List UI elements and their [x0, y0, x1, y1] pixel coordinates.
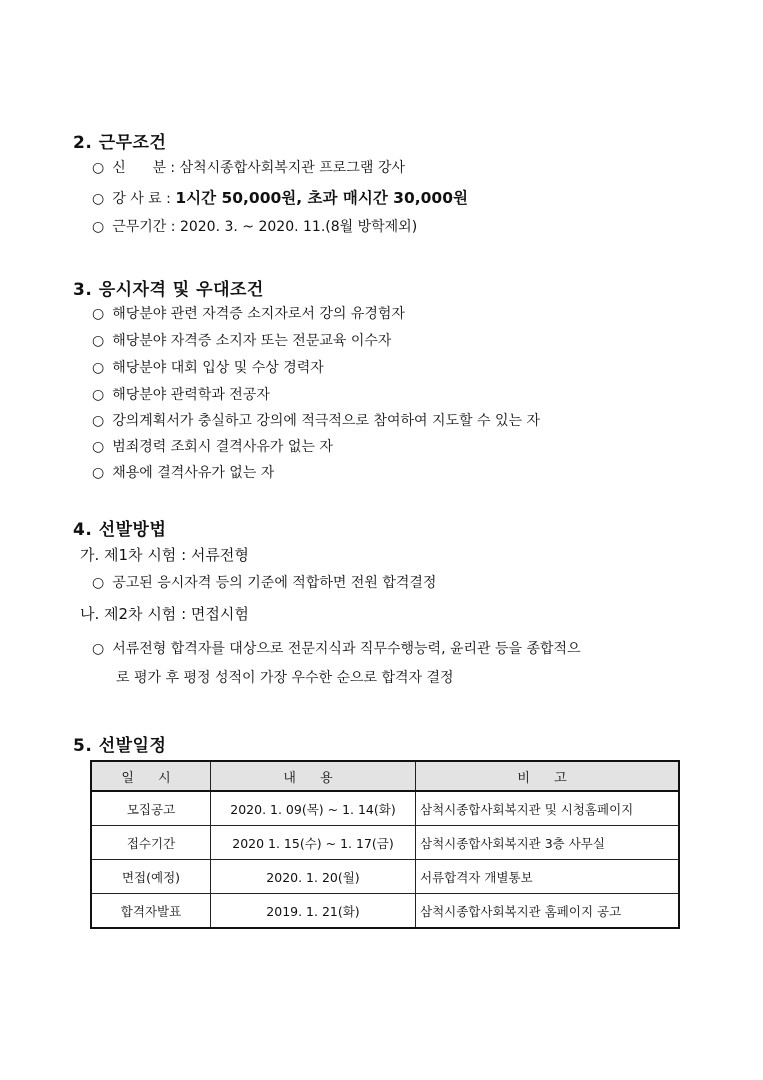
- table-header-row: [91, 761, 679, 791]
- column-header-date: 일 시: [91, 761, 211, 791]
- bullet-circle: ○: [92, 439, 105, 455]
- list-item-text: 해당분야 자격증 소지자 또는 전문교육 이수자: [112, 333, 392, 349]
- list-item-text: 해당분야 관련 자격증 소지자로서 강의 유경험자: [112, 306, 405, 322]
- exam1-title: 가. 제1차 시험 : 서류전형: [80, 546, 249, 564]
- exam2-title: 나. 제2차 시험 : 면접시험: [80, 605, 249, 623]
- item-separator: :: [161, 191, 176, 207]
- table-cell: 2020. 1. 09(목) ~ 1. 14(화): [211, 791, 416, 826]
- bullet-circle: ○: [92, 160, 105, 176]
- list-item-text: 강의계획서가 충실하고 강의에 적극적으로 참여하여 지도할 수 있는 자: [112, 413, 541, 429]
- table-row: [91, 894, 679, 929]
- bullet-circle: ○: [92, 306, 105, 322]
- column-header-content: 내 용: [211, 761, 416, 791]
- bullet-circle: ○: [92, 191, 105, 207]
- section5-heading: 5. 선발일정: [73, 736, 167, 756]
- table-cell: 삼척시종합사회복지관 및 시청홈페이지: [416, 791, 680, 826]
- section3-heading: 3. 응시자격 및 우대조건: [73, 280, 264, 300]
- list-item-text: 채용에 결격사유가 없는 자: [112, 465, 275, 481]
- item-label: 근무기간: [112, 219, 167, 235]
- list-item-text: 해당분야 대회 입상 및 수상 경력자: [112, 360, 324, 376]
- table-row: [91, 860, 679, 894]
- bullet-circle: ○: [92, 360, 105, 376]
- bullet-circle: ○: [92, 465, 105, 481]
- bullet-circle: ○: [92, 575, 105, 591]
- table-cell: 2019. 1. 21(화): [211, 894, 416, 929]
- item-value: 삼척시종합사회복지관 프로그램 강사: [179, 160, 405, 176]
- list-item-text: 공고된 응시자격 등의 기준에 적합하면 전원 합격결정: [112, 575, 437, 591]
- list-item-text: 범죄경력 조회시 결격사유가 없는 자: [112, 439, 333, 455]
- list-item: [92, 436, 333, 456]
- table-cell: 서류합격자 개별통보: [416, 860, 680, 894]
- list-item: [92, 384, 270, 404]
- table-row: [91, 826, 679, 860]
- table-cell: 면접(예정): [91, 860, 211, 894]
- bullet-circle: ○: [92, 641, 105, 657]
- bullet-circle: ○: [92, 219, 105, 235]
- bullet-circle: ○: [92, 387, 105, 403]
- list-item: [92, 410, 540, 430]
- list-item: [92, 330, 391, 350]
- section2-heading: 2. 근무조건: [73, 133, 167, 153]
- item-separator: :: [165, 160, 180, 176]
- bullet-circle: ○: [92, 333, 105, 349]
- list-item-continuation: 로 평가 후 평정 성적이 가장 우수한 순으로 합격자 결정: [116, 670, 454, 686]
- item-value: 1시간 50,000원, 초과 매시간 30,000원: [175, 189, 468, 207]
- table-cell: 2020. 1. 20(월): [211, 860, 416, 894]
- list-item: [92, 357, 324, 377]
- item-separator: :: [166, 219, 180, 235]
- list-item-text: 해당분야 관력학과 전공자: [112, 387, 270, 403]
- bullet-circle: ○: [92, 413, 105, 429]
- table-cell: 2020 1. 15(수) ~ 1. 17(금): [211, 826, 416, 860]
- list-item: [92, 462, 274, 482]
- section2-item-fee: [92, 186, 468, 208]
- section2-item-status: [92, 157, 405, 177]
- section2-item-period: [92, 216, 417, 236]
- section4-heading: 4. 선발방법: [73, 520, 167, 540]
- list-item: [92, 638, 581, 658]
- list-item-text: 서류전형 합격자를 대상으로 전문지식과 직무수행능력, 윤리관 등을 종합적으: [112, 641, 581, 657]
- table-row: [91, 791, 679, 826]
- list-item: [92, 572, 436, 592]
- table-cell: 삼척시종합사회복지관 3층 사무실: [416, 826, 680, 860]
- item-value: 2020. 3. ~ 2020. 11.(8월 방학제외): [179, 219, 418, 235]
- table-cell: 합격자발표: [91, 894, 211, 929]
- column-header-remarks: 비 고: [416, 761, 680, 791]
- table-cell: 모집공고: [91, 791, 211, 826]
- item-label: 강 사 료: [112, 191, 162, 207]
- table-cell: 접수기간: [91, 826, 211, 860]
- table-cell: 삼척시종합사회복지관 홈페이지 공고: [416, 894, 680, 929]
- schedule-table: [90, 760, 680, 929]
- item-label: 신 분: [112, 160, 166, 176]
- list-item: [92, 303, 405, 323]
